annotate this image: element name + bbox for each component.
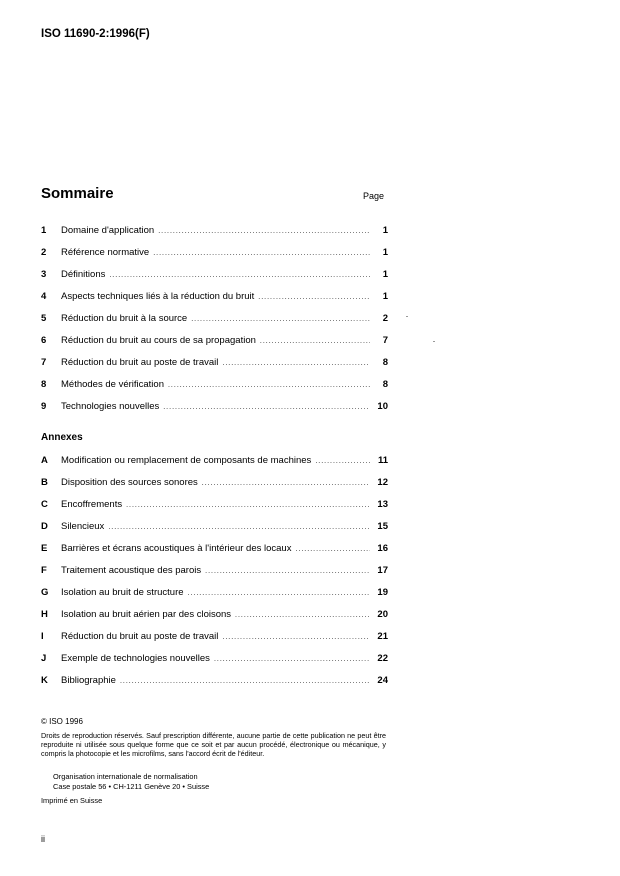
publisher-address [53,772,209,791]
annex-page: 13 [377,499,388,510]
toc-leader [109,272,370,279]
annex-row[interactable] [41,675,388,689]
annex-title: Silencieux [61,521,105,532]
annex-page: 22 [377,653,388,664]
toc-row[interactable] [41,335,388,349]
toc-leader [126,502,370,509]
toc-page: 1 [382,225,388,236]
toc-number: 7 [41,357,47,368]
annex-letter: J [41,653,47,664]
annex-letter: B [41,477,48,488]
toc-title: Technologies nouvelles [61,401,160,412]
page-title: Sommaire [41,185,114,202]
toc-leader [153,250,370,257]
toc-number: 1 [41,225,47,236]
annex-title: Isolation au bruit aérien par des cloisons [61,609,232,620]
annex-title: Bibliographie [61,675,116,686]
annex-title: Barrières et écrans acoustiques à l'intérieur des locaux [61,543,292,554]
annex-title: Exemple de technologies nouvelles [61,653,210,664]
toc-leader [191,316,370,323]
toc-row[interactable] [41,313,388,327]
toc-number: 9 [41,401,47,412]
toc-title: Réduction du bruit à la source [61,313,188,324]
annex-title: Réduction du bruit au poste de travail [61,631,219,642]
annex-row[interactable] [41,521,388,535]
annex-letter: K [41,675,48,686]
scan-speck [433,341,435,342]
toc-number: 4 [41,291,47,302]
toc-leader [168,382,370,389]
annex-page: 12 [377,477,388,488]
annex-row[interactable] [41,455,388,469]
annex-row[interactable] [41,565,388,579]
toc-row[interactable] [41,357,388,371]
annex-page: 16 [377,543,388,554]
toc-page: 1 [382,291,388,302]
copyright-line: © ISO 1996 [41,717,83,726]
toc-page: 8 [382,357,388,368]
toc-number: 2 [41,247,47,258]
annex-title: Disposition des sources sonores [61,477,198,488]
toc-title: Référence normative [61,247,150,258]
annex-row[interactable] [41,609,388,623]
annex-title: Encoffrements [61,499,123,510]
toc-leader [235,612,370,619]
toc-number: 5 [41,313,47,324]
toc-row[interactable] [41,225,388,239]
toc-row[interactable] [41,291,388,305]
toc-title: Méthodes de vérification [61,379,164,390]
toc-leader [120,678,370,685]
toc-page: 8 [382,379,388,390]
annex-title: Modification ou remplacement de composants de machines [61,455,312,466]
toc-page: 1 [382,269,388,280]
toc-leader [260,338,370,345]
printed-in: Imprimé en Suisse [41,796,103,805]
page-number: ii [41,834,45,844]
annex-letter: F [41,565,47,576]
annex-page: 11 [377,455,388,466]
toc-leader [202,480,370,487]
toc-title: Domaine d'application [61,225,155,236]
scan-speck [406,316,408,317]
toc-leader [205,568,370,575]
annex-row[interactable] [41,499,388,513]
toc-leader [258,294,370,301]
toc-page: 7 [382,335,388,346]
toc-leader [222,360,370,367]
toc-number: 8 [41,379,47,390]
toc-title: Aspects techniques liés à la réduction du bruit [61,291,255,302]
toc-leader [108,524,370,531]
toc-leader [188,590,370,597]
annex-letter: G [41,587,49,598]
annex-row[interactable] [41,631,388,645]
annex-row[interactable] [41,543,388,557]
annex-page: 15 [377,521,388,532]
toc-title: Réduction du bruit au cours de sa propagation [61,335,256,346]
annex-page: 19 [377,587,388,598]
header-code: ISO 11690-2:1996(F) [41,28,150,40]
toc-page: 1 [382,247,388,258]
toc-number: 6 [41,335,47,346]
toc-leader [214,656,370,663]
toc-row[interactable] [41,247,388,261]
toc-title: Réduction du bruit au poste de travail [61,357,219,368]
annex-heading: Annexes [41,432,83,443]
toc-row[interactable] [41,401,388,415]
toc-leader [158,228,370,235]
rights-notice: Droits de reproduction réservés. Sauf prescription différente, aucune partie de cette publication ne peut être reproduite ni utilisée sous quelque forme que ce soit et par aucun procédé, électronique ou mécanique, y compris la photocopie et les microfilms, sans l'accord écrit de l'éditeur. [41,731,386,759]
toc-leader [222,634,370,641]
toc-page: 10 [377,401,388,412]
page-column-label: Page [363,191,385,201]
annex-title: Isolation au bruit de structure [61,587,184,598]
toc-leader [163,404,370,411]
annex-letter: E [41,543,48,554]
annex-letter: C [41,499,48,510]
annex-letter: A [41,455,48,466]
toc-row[interactable] [41,379,388,393]
toc-row[interactable] [41,269,388,283]
annex-page: 17 [377,565,388,576]
annex-page: 24 [377,675,388,686]
publisher-postal: Case postale 56 • CH-1211 Genève 20 • Suisse [53,781,210,791]
publisher-name: Organisation internationale de normalisation [53,772,198,781]
annex-row[interactable] [41,653,388,667]
toc-leader [315,458,370,465]
toc-leader [295,546,370,553]
annex-page: 21 [377,631,388,642]
toc-title: Définitions [61,269,106,280]
annex-letter: H [41,609,48,620]
annex-letter: I [41,631,44,642]
annex-letter: D [41,521,48,532]
annex-title: Traitement acoustique des parois [61,565,202,576]
toc-number: 3 [41,269,47,280]
toc-page: 2 [382,313,388,324]
annex-page: 20 [377,609,388,620]
annex-row[interactable] [41,587,388,601]
annex-row[interactable] [41,477,388,491]
